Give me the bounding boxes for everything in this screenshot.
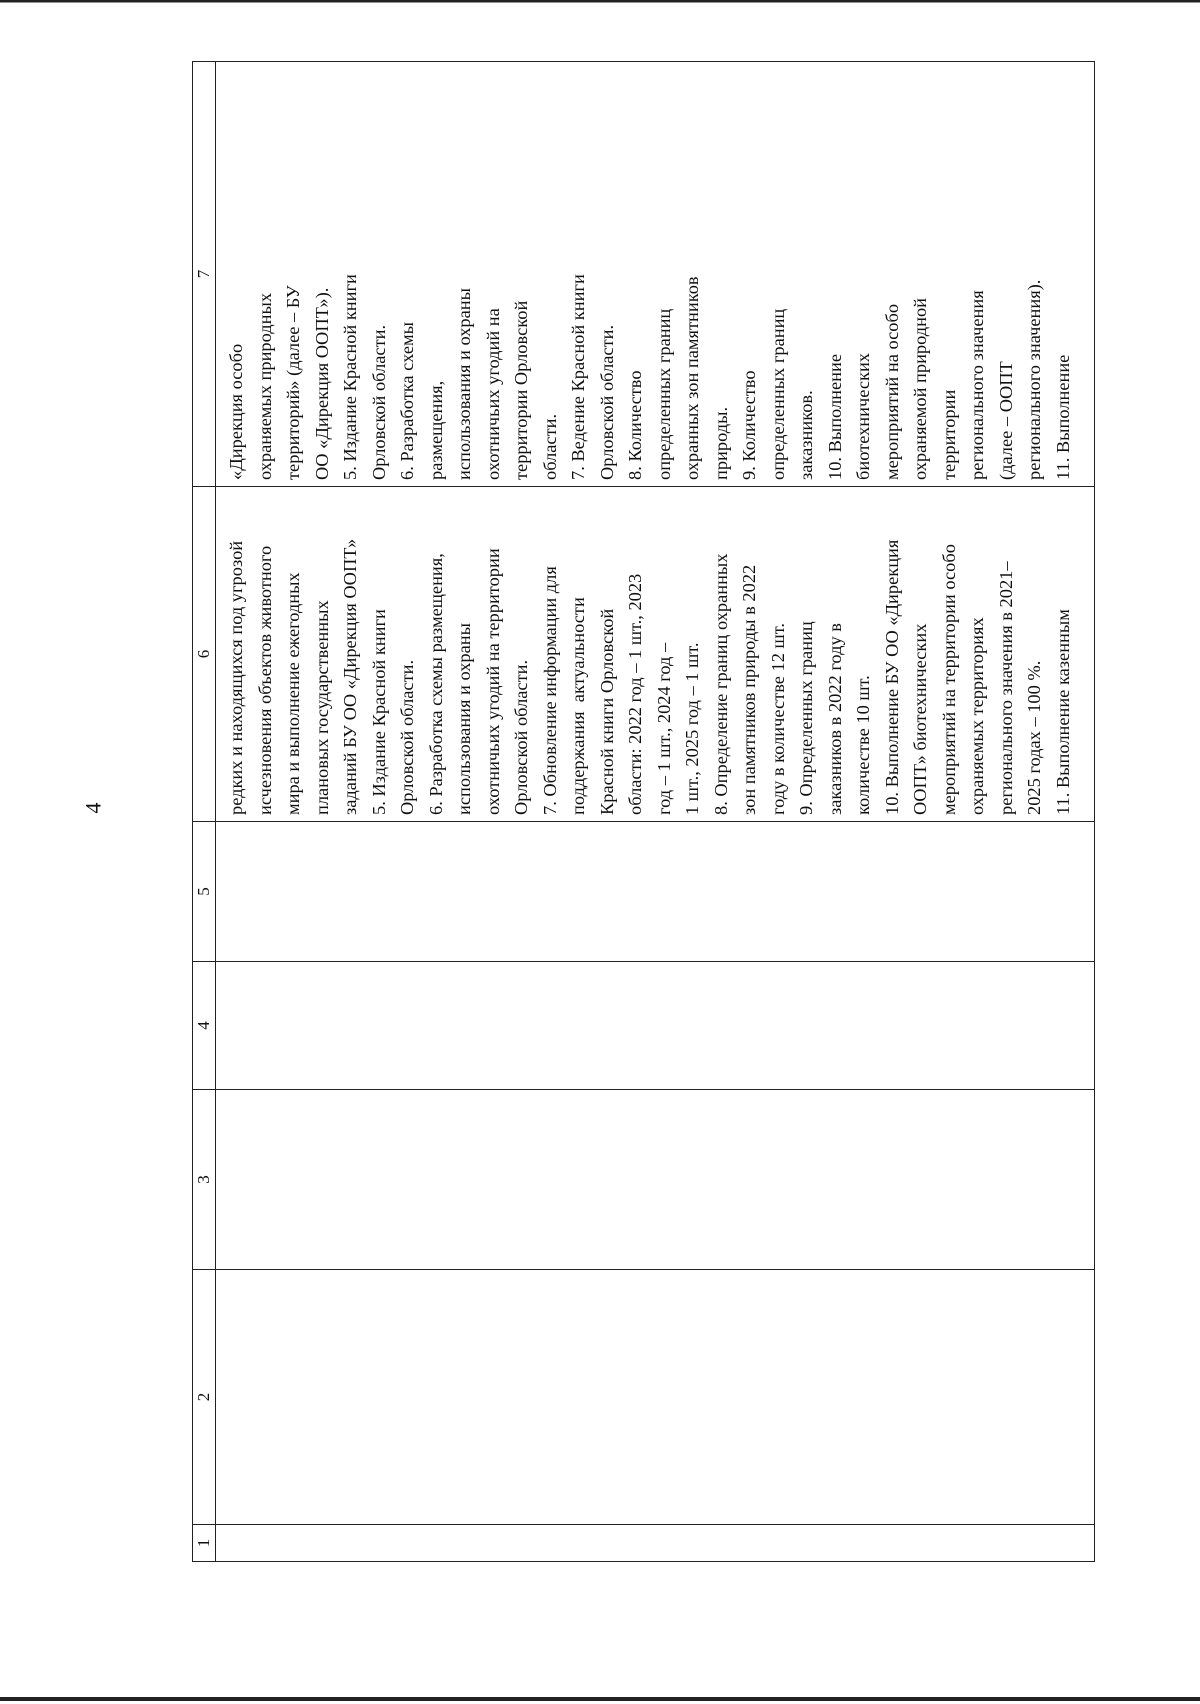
- column-header-5: 5: [193, 822, 216, 962]
- table-cell-col1: [216, 1525, 1095, 1562]
- column-header-6: 6: [193, 487, 216, 822]
- scan-edge-bottom: [0, 1697, 1200, 1701]
- activities-text: редких и находящихся под угрозой исчезновения объектов животного мира и выполнение ежегодных плановых государственных заданий БУ ОО «Дирекция ООПТ» 5. Издание Красной книги Орловской области. 6. Разработка схемы размещения, использования и охраны охотничьих угодий на территории Орловской области. 7. Обновление информации для поддержания актуальности Красной книги Орловской области: 2022 год – 1 шт., 2023 год – 1 шт., 2024 год – 1 шт., 2025 год – 1 шт. 8. Определение границ охранных зон памятников природы в 2022 году в количестве 12 шт. 9. Определенных границ заказников в 2022 году в количестве 10 шт. 10. Выполнение БУ ОО «Дирекция ООПТ» биотехнических мероприятий на территории особо охраняемых территориях регионального значения в 2021– 2025 годах – 100 %. 11. Выполнение казенным: [226, 538, 1073, 815]
- column-header-1: 1: [193, 1525, 216, 1562]
- column-header-4: 4: [193, 962, 216, 1090]
- table-cell-indicators: [216, 62, 1095, 487]
- column-header-3: 3: [193, 1090, 216, 1270]
- column-header-2: 2: [193, 1270, 216, 1525]
- table-cell-col3: [216, 1090, 1095, 1270]
- table-cell-activities: [216, 487, 1095, 822]
- scan-edge-top: [0, 0, 1200, 6]
- table-row: [216, 62, 1095, 1562]
- column-header-7: 7: [193, 62, 216, 487]
- document-table: [192, 61, 1095, 1562]
- document-table-area: [192, 62, 1094, 1562]
- table-cell-col2: [216, 1270, 1095, 1525]
- indicators-text: «Дирекция особо охраняемых природных территорий» (далее – БУ ОО «Дирекция ООПТ»). 5. Издание Красной книги Орловской области. 6. Разработка схемы размещения, использования и охраны охотничьих угодий на территории Орловской области. 7. Ведение Красной книги Орловской области. 8. Количество определенных границ охранных зон памятников природы. 9. Количество определенных границ заказников. 10. Выполнение биотехнических мероприятий на особо охраняемой природной территории регионального значения (далее – ООПТ регионального значения). 11. Выполнение: [226, 274, 1073, 480]
- page-number: 4: [80, 802, 106, 814]
- rotated-table-container: [192, 62, 1094, 1562]
- table-cell-col4: [216, 962, 1095, 1090]
- table-header-row: [193, 62, 216, 1562]
- table-cell-col5: [216, 822, 1095, 962]
